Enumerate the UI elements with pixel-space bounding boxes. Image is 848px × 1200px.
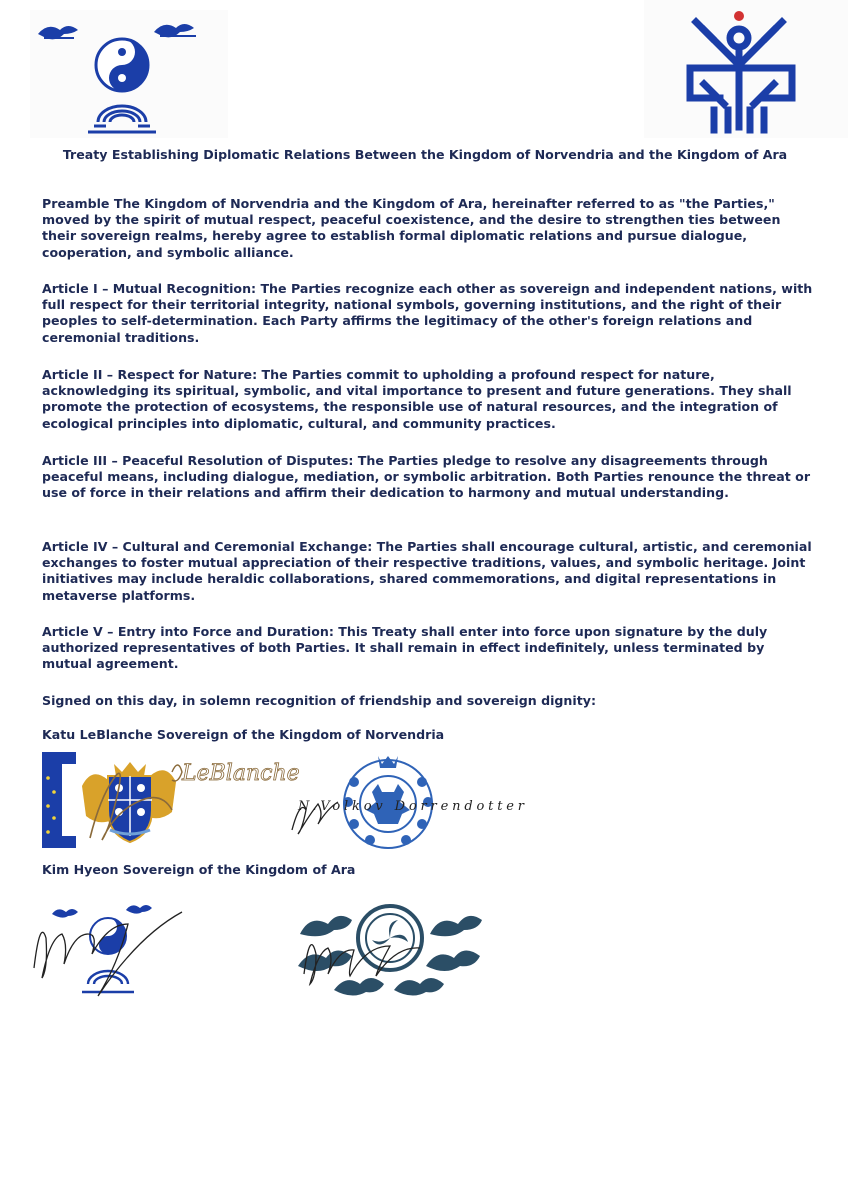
ara-small-logo-signature — [28, 898, 208, 1008]
treaty-title: Treaty Establishing Diplomatic Relations Between the Kingdom of Norvendria and the Kingdom of Ara — [62, 147, 788, 162]
ara-cloud-emblem-signature — [294, 894, 484, 1004]
norvendria-emblem-top — [644, 0, 848, 138]
coat-of-arms-icon — [42, 752, 300, 852]
geometric-emblem-icon — [644, 0, 848, 138]
norvendria-seal-signature — [290, 752, 524, 852]
yin-yang-cloud-icon — [30, 10, 228, 138]
signatory-ara: Kim Hyeon Sovereign of the Kingdom of Ara — [42, 862, 356, 877]
article-1-paragraph: Article I – Mutual Recognition: The Parties recognize each other as sovereign and independent nations, with full respect for their territorial integrity, national symbols, governing institutions, and the right of their peoples to self-determination. Each Party affirms the legitimacy of the other's foreign relations and ceremonial traditions. — [42, 281, 813, 345]
signed-statement: Signed on this day, in solemn recognition of friendship and sovereign dignity: — [42, 693, 596, 708]
article-3-paragraph: Article III – Peaceful Resolution of Disputes: The Parties pledge to resolve any disagreements through peaceful means, including dialogue, mediation, or symbolic arbitration. Both Parties renounce the threat or use of force in their relations and affirm their dedication to harmony and mutual understanding. — [42, 453, 811, 501]
norvendria-coat-of-arms-signature — [42, 752, 300, 852]
cloud-emblem-icon — [294, 894, 484, 1004]
wreath-seal-icon — [290, 752, 524, 852]
ara-logo-top — [30, 10, 228, 138]
article-2-paragraph: Article II – Respect for Nature: The Parties commit to upholding a profound respect for nature, acknowledging its spiritual, symbolic, and vital importance to present and future generations. They shall promote the protection of ecosystems, the responsible use of natural resources, and the integration of ecological principles into diplomatic, cultural, and community practices. — [42, 367, 792, 431]
signature-leblanche: LeBlanche — [182, 761, 300, 786]
signatory-norvendria: Katu LeBlanche Sovereign of the Kingdom of Norvendria — [42, 727, 445, 742]
preamble-paragraph: Preamble The Kingdom of Norvendria and the Kingdom of Ara, hereinafter referred to as "the Parties," moved by the spirit of mutual respect, peaceful coexistence, and the desire to strengthen ties between their sovereign realms, hereby agree to establish formal diplomatic relations and pursue dialogue, cooperation, and symbolic alliance. — [42, 196, 781, 260]
signature-volkov: N.Volkov Dorrendotter — [298, 799, 524, 814]
article-4-paragraph: Article IV – Cultural and Ceremonial Exchange: The Parties shall encourage cultural, artistic, and ceremonial exchanges to foster mutual appreciation of their respective traditions, values, and symbolic heritage. Joint initiatives may include heraldic collaborations, shared commemorations, and digital representations in metaverse platforms. — [42, 539, 812, 603]
article-5-paragraph: Article V – Entry into Force and Duration: This Treaty shall enter into force upon signature by the duly authorized representatives of both Parties. It shall remain in effect indefinitely, unless terminated by mutual agreement. — [42, 624, 768, 672]
yin-yang-signature-icon — [28, 898, 208, 1008]
